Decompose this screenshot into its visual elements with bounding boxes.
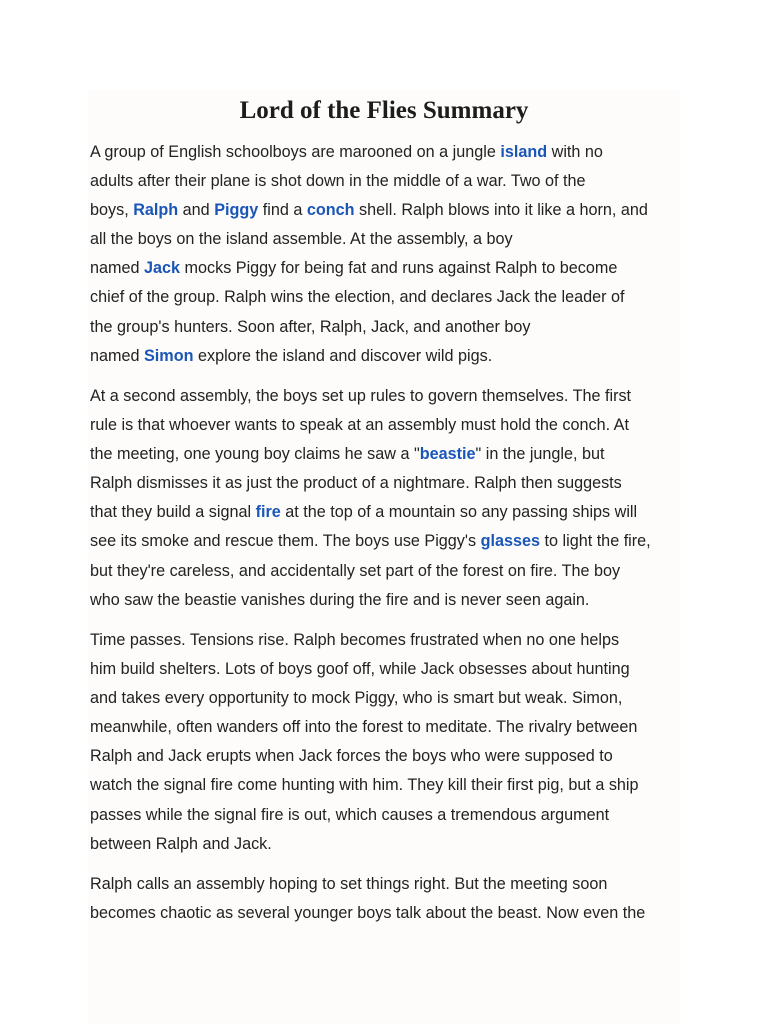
text-segment: meanwhile, often wanders off into the forest to meditate. The rivalry between	[90, 718, 638, 737]
text-segment: explore the island and discover wild pigs.	[193, 346, 493, 365]
keyword-link[interactable]: conch	[306, 201, 355, 220]
keyword-link[interactable]: Jack	[144, 259, 181, 278]
text-line	[90, 382, 682, 411]
text-segment: all the boys on the island assemble. At the assembly, a boy	[90, 230, 513, 249]
keyword-link[interactable]: Simon	[144, 346, 194, 365]
paragraph-2	[90, 382, 682, 615]
paragraph-4	[90, 870, 682, 928]
text-segment: that they build a signal	[90, 503, 256, 522]
text-line	[90, 469, 682, 498]
text-line	[90, 557, 682, 586]
text-segment: the meeting, one young boy claims he saw a "	[90, 445, 420, 464]
text-line	[90, 801, 682, 830]
text-line	[90, 313, 682, 342]
text-segment: between Ralph and Jack.	[90, 834, 272, 853]
keyword-link[interactable]: fire	[255, 503, 281, 522]
text-segment: rule is that whoever wants to speak at an assembly must hold the conch. At	[90, 416, 629, 435]
text-segment: with no	[547, 143, 603, 161]
text-line	[90, 527, 682, 556]
text-segment: find a	[258, 201, 307, 220]
text-line	[90, 342, 682, 371]
text-line	[90, 138, 682, 167]
text-line	[90, 167, 682, 196]
text-segment: watch the signal fire come hunting with him. They kill their first pig, but a ship	[90, 776, 639, 795]
text-segment: Ralph dismisses it as just the product of a nightmare. Ralph then suggests	[90, 474, 622, 493]
text-segment: and	[178, 201, 215, 220]
document-title: Lord of the Flies Summary	[239, 97, 529, 124]
document-page	[88, 90, 680, 1024]
text-segment: him build shelters. Lots of boys goof off, while Jack obsesses about hunting	[90, 660, 630, 679]
text-segment: passes while the signal fire is out, which causes a tremendous argument	[90, 805, 610, 824]
text-segment: but they're careless, and accidentally set part of the forest on fire. The boy	[90, 561, 621, 580]
text-line	[90, 655, 682, 684]
text-segment: Ralph and Jack erupts when Jack forces the boys who were supposed to	[90, 747, 613, 766]
text-line	[90, 626, 682, 655]
text-segment: Time passes. Tensions rise. Ralph becomes frustrated when no one helps	[90, 631, 620, 649]
text-segment: named	[90, 346, 144, 365]
text-line	[90, 586, 682, 615]
text-segment: adults after their plane is shot down in the middle of a war. Two of the	[90, 172, 586, 191]
text-line	[90, 283, 682, 312]
text-segment: the group's hunters. Soon after, Ralph, Jack, and another boy	[90, 317, 531, 336]
text-line	[90, 742, 682, 771]
text-line	[90, 771, 682, 800]
keyword-link[interactable]: Piggy	[214, 201, 259, 220]
text-line	[90, 498, 682, 527]
keyword-link[interactable]: Ralph	[133, 201, 179, 220]
keyword-link[interactable]: beastie	[419, 445, 476, 464]
text-segment: to light the fire,	[540, 532, 651, 551]
text-segment: Ralph calls an assembly hoping to set things right. But the meeting soon	[90, 875, 608, 893]
text-segment: named	[90, 259, 144, 278]
text-segment: shell. Ralph blows into it like a horn, and	[354, 201, 648, 220]
text-line	[90, 684, 682, 713]
text-line	[90, 870, 682, 899]
text-segment: " in the jungle, but	[475, 445, 605, 464]
text-line	[90, 411, 682, 440]
text-line	[90, 196, 682, 225]
text-segment: see its smoke and rescue them. The boys use Piggy's	[90, 532, 481, 551]
text-segment: boys,	[90, 201, 134, 220]
text-line	[90, 899, 682, 928]
text-line	[90, 713, 682, 742]
text-segment: A group of English schoolboys are marooned on a jungle	[90, 143, 501, 161]
text-segment: at the top of a mountain so any passing ships will	[280, 503, 638, 522]
keyword-link[interactable]: island	[500, 143, 548, 161]
text-line	[90, 225, 682, 254]
text-segment: chief of the group. Ralph wins the election, and declares Jack the leader of	[90, 288, 625, 307]
text-segment: and takes every opportunity to mock Piggy, who is smart but weak. Simon,	[90, 689, 623, 708]
text-segment: mocks Piggy for being fat and runs against Ralph to become	[180, 259, 618, 278]
paragraph-1	[90, 138, 682, 371]
text-line	[90, 254, 682, 283]
text-line	[90, 440, 682, 469]
text-segment: who saw the beastie vanishes during the fire and is never seen again.	[90, 590, 590, 609]
keyword-link[interactable]: glasses	[480, 532, 540, 551]
text-segment: becomes chaotic as several younger boys talk about the beast. Now even the	[90, 904, 646, 923]
text-line	[90, 830, 682, 859]
text-segment: At a second assembly, the boys set up rules to govern themselves. The first	[90, 387, 632, 405]
paragraph-3	[90, 626, 682, 859]
